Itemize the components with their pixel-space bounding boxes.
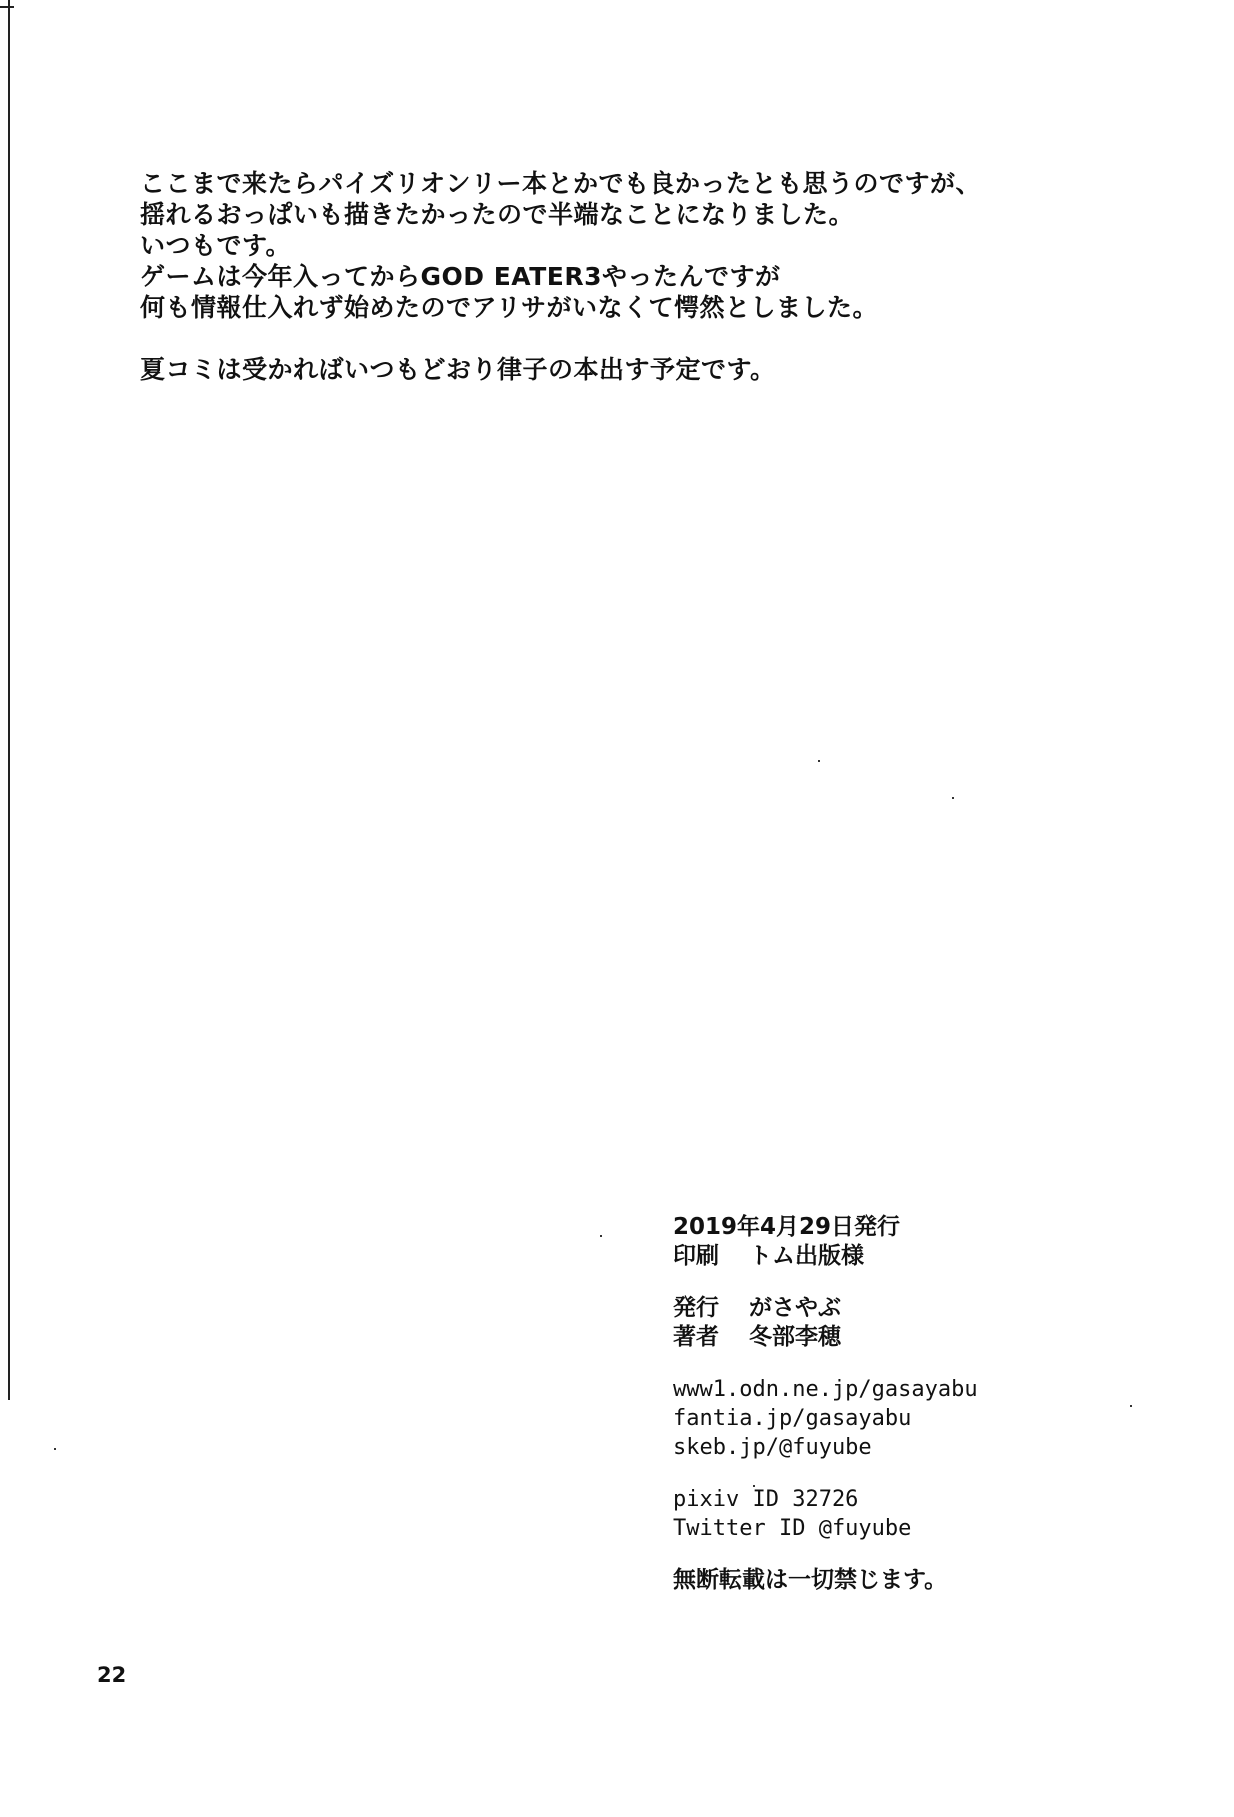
pixiv-id: pixiv ID 32726 [673,1487,859,1512]
reprint-notice: 無断転載は一切禁じます。 [673,1567,948,1593]
printer-value: トム出版様 [749,1243,864,1269]
publish-date: 2019年4月29日発行 [673,1214,901,1240]
skeb-url: skeb.jp/@fuyube [673,1435,872,1460]
afterword-line: ゲームは今年入ってからGOD EATER3やったんですが [140,262,781,291]
printer-label: 印刷 [673,1243,719,1269]
left-page-edge-rule [8,0,10,1400]
scan-speck [952,797,954,799]
scan-speck [1130,1405,1132,1407]
afterword-line: いつもです。 [140,231,292,260]
fantia-url: fantia.jp/gasayabu [673,1406,912,1431]
website-url: www1.odn.ne.jp/gasayabu [673,1377,978,1402]
scan-speck [54,1448,56,1450]
paragraph-gap [140,323,1040,354]
afterword-line: ここまで来たらパイズリオンリー本とかでも良かったとも思うのですが、 [140,169,982,198]
page-number: 22 [97,1663,127,1687]
afterword-line: 夏コミは受かればいつもどおり律子の本出す予定です。 [140,355,776,384]
scan-speck [600,1235,602,1237]
colophon [673,1213,1053,1618]
author-label: 著者 [673,1324,719,1350]
scan-speck [818,760,820,762]
publisher-value: がさやぶ [749,1295,841,1321]
afterword-line: 揺れるおっぱいも描きたかったので半端なことになりました。 [140,200,855,229]
corner-crop-mark [0,6,14,8]
afterword-text [140,168,1040,385]
publisher-label: 発行 [673,1295,719,1321]
publisher-row [673,1294,1053,1323]
author-row [673,1323,1053,1352]
twitter-id: Twitter ID @fuyube [673,1516,912,1541]
afterword-line: 何も情報仕入れず始めたのでアリサがいなくて愕然としました。 [140,293,879,322]
scan-speck [753,1485,755,1487]
author-value: 冬部李穂 [749,1324,841,1350]
printer-row [673,1242,1053,1271]
